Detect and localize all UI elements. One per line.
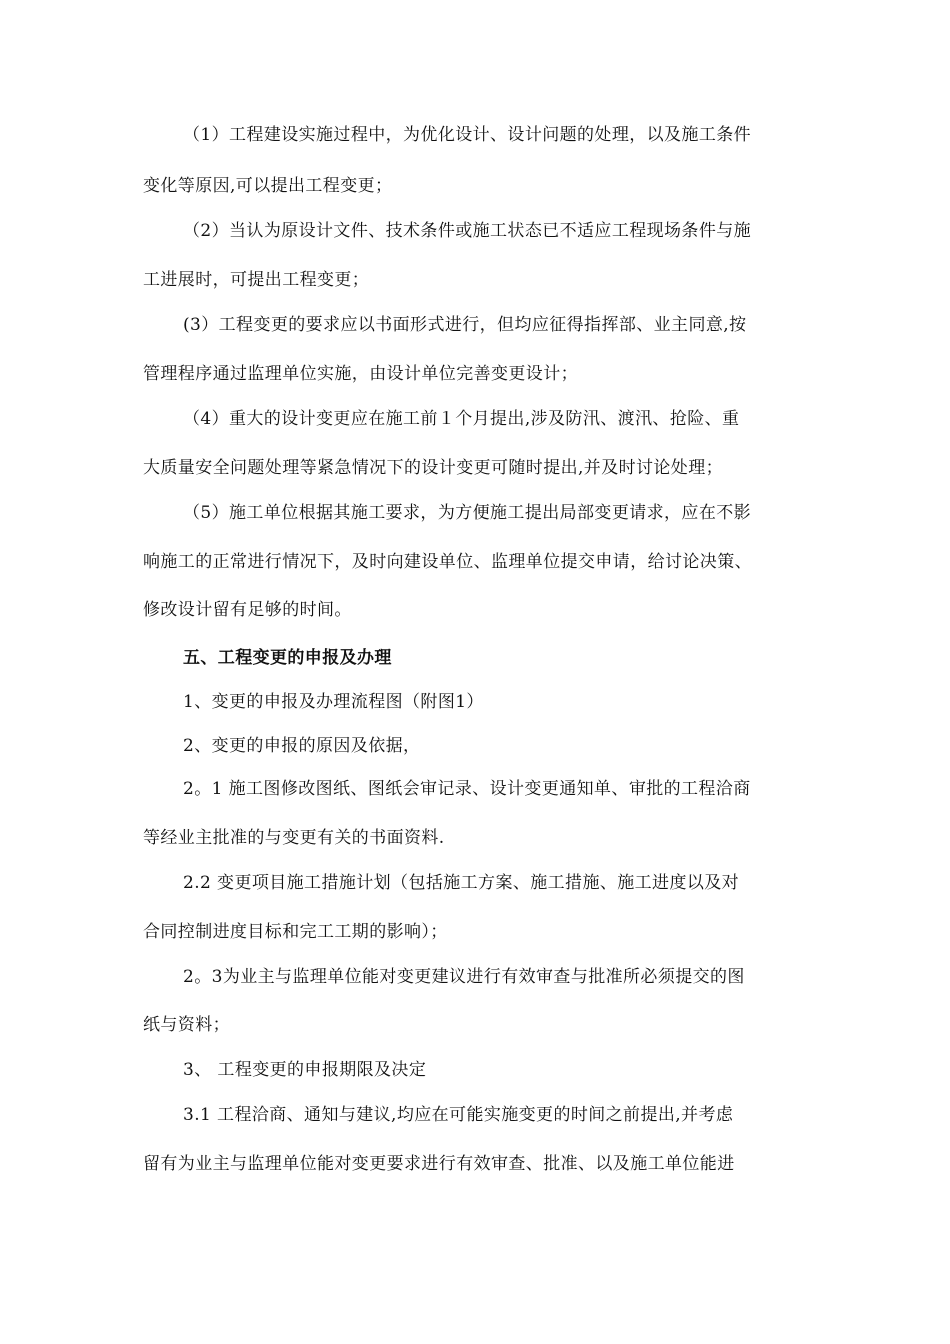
paragraph-line: 2、变更的申报的原因及依据， (183, 736, 421, 756)
paragraph-line: 3、 工程变更的申报期限及决定 (183, 1060, 427, 1080)
paragraph-line: 2.2 变更项目施工措施计划（包括施工方案、施工措施、施工进度以及对 (183, 873, 740, 893)
paragraph-line: 大质量安全问题处理等紧急情况下的设计变更可随时提出,并及时讨论处理； (143, 458, 724, 478)
paragraph-line: 响施工的正常进行情况下，及时向建设单位、监理单位提交申请，给讨论决策、 (143, 552, 752, 572)
paragraph-line: 2。1 施工图修改图纸、图纸会审记录、设计变更通知单、审批的工程洽商 (183, 779, 751, 799)
paragraph-line: 留有为业主与监理单位能对变更要求进行有效审查、批准、以及施工单位能进 (143, 1154, 735, 1174)
paragraph-line: （2）当认为原设计文件、技术条件或施工状态已不适应工程现场条件与施 (183, 221, 752, 241)
paragraph-line: 管理程序通过监理单位实施，由设计单位完善变更设计； (143, 364, 578, 384)
paragraph-line: 3.1 工程洽商、通知与建议,均应在可能实施变更的时间之前提出,并考虑 (183, 1105, 734, 1125)
paragraph-line: 合同控制进度目标和完工工期的影响）； (143, 922, 448, 942)
paragraph-line: （4）重大的设计变更应在施工前１个月提出,涉及防汛、渡汛、抢险、重 (183, 409, 740, 429)
paragraph-line: （1）工程建设实施过程中，为优化设计、设计问题的处理，以及施工条件 (183, 125, 752, 145)
paragraph-line: 修改设计留有足够的时间。 (143, 600, 352, 620)
paragraph-line: 工进展时，可提出工程变更； (143, 270, 370, 290)
paragraph-line: 纸与资料； (143, 1015, 230, 1035)
paragraph-line: (3）工程变更的要求应以书面形式进行，但均应征得指挥部、业主同意,按 (183, 315, 747, 335)
paragraph-line: （5）施工单位根据其施工要求，为方便施工提出局部变更请求，应在不影 (183, 503, 752, 523)
paragraph-line: 等经业主批准的与变更有关的书面资料. (143, 828, 445, 848)
section-heading: 五、工程变更的申报及办理 (183, 648, 392, 668)
paragraph-line: 2。3为业主与监理单位能对变更建议进行有效审查与批准所必须提交的图 (183, 967, 745, 987)
paragraph-line: 变化等原因,可以提出工程变更； (143, 176, 393, 196)
paragraph-line: 1、变更的申报及办理流程图（附图1） (183, 692, 484, 712)
